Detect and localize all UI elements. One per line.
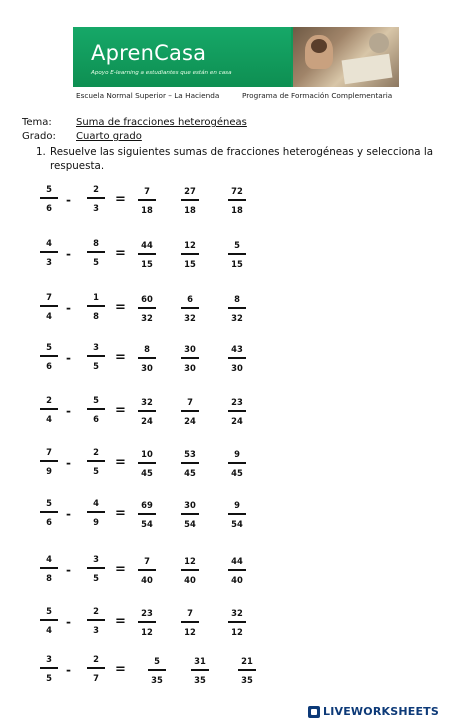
fraction-bar [138, 569, 156, 571]
numerator: 7 [144, 556, 150, 566]
numerator: 3 [46, 654, 52, 664]
instruction-text: Resuelve las siguientes sumas de fracciones heterogéneas y selecciona la respuesta. [50, 146, 434, 172]
numerator: 5 [93, 395, 99, 405]
answer-option[interactable] [228, 499, 246, 530]
numerator: 9 [234, 449, 240, 459]
denominator: 18 [141, 205, 153, 215]
denominator: 40 [231, 575, 243, 585]
denominator: 15 [231, 259, 243, 269]
answer-option[interactable] [138, 343, 156, 374]
addend-a [40, 291, 58, 322]
denominator: 18 [184, 205, 196, 215]
denominator: 40 [184, 575, 196, 585]
denominator: 4 [46, 625, 52, 635]
fraction-bar [138, 621, 156, 623]
equals-sign: = [115, 300, 126, 315]
numerator: 8 [144, 344, 150, 354]
numerator: 8 [234, 294, 240, 304]
numerator: 12 [184, 240, 196, 250]
banner-photo [293, 27, 399, 87]
answer-option[interactable] [228, 185, 246, 216]
footer-brand [308, 704, 468, 720]
denominator: 45 [231, 468, 243, 478]
fraction-bar [181, 462, 199, 464]
fraction-bar [87, 619, 105, 621]
addend-b [87, 237, 105, 268]
addend-a [40, 394, 58, 425]
operator-sign: - [66, 193, 71, 207]
equals-sign: = [115, 614, 126, 629]
footer-brand-text: LIVEWORKSHEETS [323, 705, 439, 718]
equals-sign: = [115, 403, 126, 418]
answer-option[interactable] [138, 607, 156, 638]
denominator: 24 [141, 416, 153, 426]
brand-tagline: Apoyo E-learning a estudiantes que están en casa [91, 70, 232, 76]
answer-option[interactable] [181, 396, 199, 427]
denominator: 5 [93, 257, 99, 267]
school-name: Escuela Normal Superior – La Hacienda [76, 91, 220, 100]
fraction-bar [40, 511, 58, 513]
fraction-bar [40, 305, 58, 307]
numerator: 2 [93, 447, 99, 457]
numerator: 30 [184, 344, 196, 354]
fraction-bar [228, 621, 246, 623]
fraction-bar [228, 357, 246, 359]
tema-label: Tema: [22, 117, 52, 128]
numerator: 44 [231, 556, 243, 566]
fraction-bar [138, 462, 156, 464]
fraction-bar [228, 569, 246, 571]
fraction-bar [138, 253, 156, 255]
fraction-bar [181, 253, 199, 255]
numerator: 6 [187, 294, 193, 304]
fraction-bar [228, 410, 246, 412]
equals-sign: = [115, 455, 126, 470]
addend-a [40, 341, 58, 372]
addend-b [87, 394, 105, 425]
numerator: 30 [184, 500, 196, 510]
numerator: 7 [46, 292, 52, 302]
fraction-bar [238, 669, 256, 671]
addend-b [87, 497, 105, 528]
numerator: 60 [141, 294, 153, 304]
numerator: 32 [231, 608, 243, 618]
answer-option[interactable] [228, 293, 246, 324]
denominator: 30 [184, 363, 196, 373]
denominator: 35 [194, 675, 206, 685]
numerator: 12 [184, 556, 196, 566]
fraction-bar [148, 669, 166, 671]
addend-a [40, 183, 58, 214]
numerator: 2 [93, 654, 99, 664]
addend-b [87, 291, 105, 322]
numerator: 5 [154, 656, 160, 666]
addend-a [40, 553, 58, 584]
denominator: 18 [231, 205, 243, 215]
operator-sign: - [66, 301, 71, 315]
fraction-bar [87, 305, 105, 307]
numerator: 7 [187, 608, 193, 618]
operator-sign: - [66, 615, 71, 629]
answer-option[interactable] [138, 499, 156, 530]
fraction-bar [228, 307, 246, 309]
equals-sign: = [115, 662, 126, 677]
answer-option[interactable] [228, 555, 246, 586]
equals-sign: = [115, 562, 126, 577]
denominator: 5 [93, 466, 99, 476]
exercise-row [0, 446, 474, 482]
grado-label: Grado: [22, 131, 56, 142]
fraction-bar [138, 357, 156, 359]
fraction-bar [40, 408, 58, 410]
numerator: 4 [46, 554, 52, 564]
denominator: 6 [46, 203, 52, 213]
equals-sign: = [115, 506, 126, 521]
denominator: 8 [93, 311, 99, 321]
addend-b [87, 553, 105, 584]
answer-option[interactable] [191, 655, 209, 686]
numerator: 1 [93, 292, 99, 302]
denominator: 40 [141, 575, 153, 585]
operator-sign: - [66, 663, 71, 677]
fraction-bar [40, 619, 58, 621]
addend-a [40, 446, 58, 477]
answer-option[interactable] [228, 343, 246, 374]
answer-option[interactable] [228, 396, 246, 427]
denominator: 15 [184, 259, 196, 269]
denominator: 12 [231, 627, 243, 637]
fraction-bar [228, 199, 246, 201]
fraction-bar [181, 357, 199, 359]
exercise-row [0, 653, 474, 689]
operator-sign: - [66, 404, 71, 418]
numerator: 9 [234, 500, 240, 510]
fraction-bar [87, 197, 105, 199]
denominator: 9 [46, 466, 52, 476]
numerator: 44 [141, 240, 153, 250]
fraction-bar [181, 513, 199, 515]
denominator: 30 [141, 363, 153, 373]
numerator: 31 [194, 656, 206, 666]
numerator: 7 [144, 186, 150, 196]
denominator: 32 [231, 313, 243, 323]
answer-option[interactable] [228, 448, 246, 479]
fraction-bar [181, 199, 199, 201]
denominator: 32 [141, 313, 153, 323]
fraction-bar [87, 408, 105, 410]
denominator: 6 [46, 361, 52, 371]
equals-sign: = [115, 192, 126, 207]
answer-option[interactable] [138, 555, 156, 586]
denominator: 3 [46, 257, 52, 267]
denominator: 4 [46, 311, 52, 321]
numerator: 4 [46, 238, 52, 248]
numerator: 3 [93, 554, 99, 564]
fraction-bar [181, 410, 199, 412]
denominator: 30 [231, 363, 243, 373]
operator-sign: - [66, 563, 71, 577]
denominator: 12 [141, 627, 153, 637]
denominator: 5 [93, 361, 99, 371]
answer-option[interactable] [138, 448, 156, 479]
numerator: 53 [184, 449, 196, 459]
numerator: 5 [46, 342, 52, 352]
fraction-bar [138, 410, 156, 412]
fraction-bar [138, 199, 156, 201]
answer-option[interactable] [181, 448, 199, 479]
answer-option[interactable] [181, 555, 199, 586]
denominator: 9 [93, 517, 99, 527]
denominator: 12 [184, 627, 196, 637]
grado-value: Cuarto grado [76, 131, 142, 142]
operator-sign: - [66, 247, 71, 261]
numerator: 5 [46, 498, 52, 508]
fraction-bar [87, 355, 105, 357]
answer-option[interactable] [138, 293, 156, 324]
answer-option[interactable] [181, 343, 199, 374]
addend-b [87, 605, 105, 636]
fraction-bar [87, 567, 105, 569]
numerator: 2 [93, 184, 99, 194]
exercise-row [0, 341, 474, 377]
exercise-row [0, 183, 474, 219]
answer-option[interactable] [181, 293, 199, 324]
numerator: 7 [187, 397, 193, 407]
answer-option[interactable] [138, 185, 156, 216]
fraction-bar [228, 513, 246, 515]
exercise-row [0, 237, 474, 273]
fraction-bar [228, 253, 246, 255]
denominator: 3 [93, 203, 99, 213]
numerator: 7 [46, 447, 52, 457]
fraction-bar [87, 511, 105, 513]
denominator: 8 [46, 573, 52, 583]
addend-a [40, 653, 58, 684]
denominator: 6 [93, 414, 99, 424]
exercise-row [0, 553, 474, 589]
answer-option[interactable] [138, 239, 156, 270]
denominator: 24 [231, 416, 243, 426]
header-banner [73, 27, 399, 87]
fraction-bar [40, 460, 58, 462]
numerator: 72 [231, 186, 243, 196]
answer-option[interactable] [228, 239, 246, 270]
answer-option[interactable] [228, 607, 246, 638]
equals-sign: = [115, 350, 126, 365]
addend-a [40, 497, 58, 528]
brand-logo-text: AprenCasa [91, 41, 207, 65]
fraction-bar [181, 569, 199, 571]
fraction-bar [181, 307, 199, 309]
numerator: 5 [234, 240, 240, 250]
numerator: 8 [93, 238, 99, 248]
addend-b [87, 341, 105, 372]
liveworksheets-logo-icon [308, 706, 320, 718]
answer-option[interactable] [181, 499, 199, 530]
numerator: 5 [46, 184, 52, 194]
fraction-bar [40, 355, 58, 357]
numerator: 21 [241, 656, 253, 666]
instruction-number: 1. [36, 146, 46, 158]
denominator: 5 [46, 673, 52, 683]
denominator: 54 [141, 519, 153, 529]
denominator: 4 [46, 414, 52, 424]
numerator: 5 [46, 606, 52, 616]
denominator: 35 [151, 675, 163, 685]
fraction-bar [138, 307, 156, 309]
instruction [36, 145, 436, 173]
addend-b [87, 653, 105, 684]
answer-option[interactable] [148, 655, 166, 686]
fraction-bar [138, 513, 156, 515]
denominator: 35 [241, 675, 253, 685]
program-name: Programa de Formación Complementaria [242, 91, 393, 100]
numerator: 2 [46, 395, 52, 405]
equals-sign: = [115, 246, 126, 261]
numerator: 32 [141, 397, 153, 407]
numerator: 4 [93, 498, 99, 508]
numerator: 3 [93, 342, 99, 352]
fraction-bar [40, 667, 58, 669]
denominator: 24 [184, 416, 196, 426]
numerator: 23 [141, 608, 153, 618]
answer-option[interactable] [181, 185, 199, 216]
exercise-row [0, 394, 474, 430]
addend-b [87, 183, 105, 214]
exercise-row [0, 291, 474, 327]
denominator: 3 [93, 625, 99, 635]
tema-value: Suma de fracciones heterogéneas [76, 117, 247, 128]
denominator: 45 [184, 468, 196, 478]
answer-option[interactable] [238, 655, 256, 686]
denominator: 6 [46, 517, 52, 527]
addend-a [40, 237, 58, 268]
exercise-row [0, 497, 474, 533]
answer-option[interactable] [181, 607, 199, 638]
fraction-bar [40, 251, 58, 253]
denominator: 54 [184, 519, 196, 529]
fraction-bar [181, 621, 199, 623]
denominator: 15 [141, 259, 153, 269]
operator-sign: - [66, 507, 71, 521]
fraction-bar [40, 567, 58, 569]
numerator: 2 [93, 606, 99, 616]
denominator: 54 [231, 519, 243, 529]
answer-option[interactable] [138, 396, 156, 427]
denominator: 45 [141, 468, 153, 478]
fraction-bar [87, 667, 105, 669]
numerator: 69 [141, 500, 153, 510]
operator-sign: - [66, 351, 71, 365]
numerator: 27 [184, 186, 196, 196]
numerator: 43 [231, 344, 243, 354]
operator-sign: - [66, 456, 71, 470]
addend-a [40, 605, 58, 636]
answer-option[interactable] [181, 239, 199, 270]
numerator: 23 [231, 397, 243, 407]
fraction-bar [191, 669, 209, 671]
denominator: 32 [184, 313, 196, 323]
denominator: 7 [93, 673, 99, 683]
fraction-bar [228, 462, 246, 464]
exercise-row [0, 605, 474, 641]
fraction-bar [87, 251, 105, 253]
fraction-bar [40, 197, 58, 199]
denominator: 5 [93, 573, 99, 583]
fraction-bar [87, 460, 105, 462]
addend-b [87, 446, 105, 477]
numerator: 10 [141, 449, 153, 459]
